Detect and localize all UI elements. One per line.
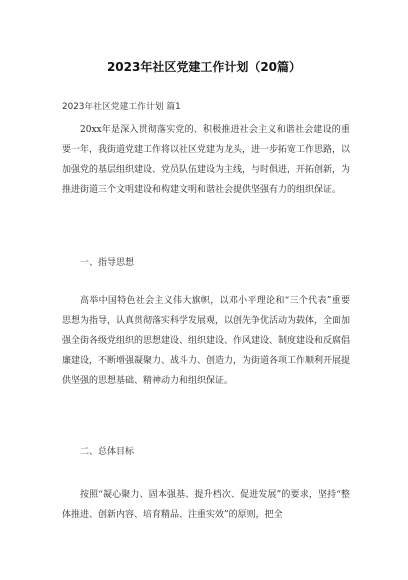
intro-paragraph: 20xx年是深入贯彻落实党的、积极推进社会主义和谐社会建设的重要一年，我街道党建工作将以社区党建为龙头，进一步拓宽工作思路，以加强党的基层组织建设、党员队伍建设为主线，与时俱进，开拓创新，为推进街道三个文明建设和构建文明和谐社会提供坚强有力的组织保证。 xyxy=(62,125,351,195)
plan-subtitle: 2023年社区党建工作计划 篇1 xyxy=(62,102,181,112)
overall-goals-paragraph: 按照“凝心聚力、固本强基、提升档次、促进发展”的要求，坚持“整体推进、创新内容、培育精品、注重实效”的原则，把全 xyxy=(62,490,350,520)
document-title: 2023年社区党建工作计划（20篇） xyxy=(106,60,302,74)
section-heading-overall-goals: 二、总体目标 xyxy=(80,447,135,457)
section-heading-guiding-ideology: 一、指导思想 xyxy=(80,258,135,268)
guiding-ideology-paragraph: 高举中国特色社会主义伟大旗帜，以邓小平理论和“三个代表”重要思想为指导，认真贯彻落实科学发展观，以创先争优活动为载体，全面加强全街各级党组织的思想建设、组织建设、作风建设、制度建设和反腐倡廉建设，不断增强凝聚力、战斗力、创造力，为街道各项工作顺利开展提供坚强的思想基础、精神动力和组织保证。 xyxy=(62,296,351,386)
